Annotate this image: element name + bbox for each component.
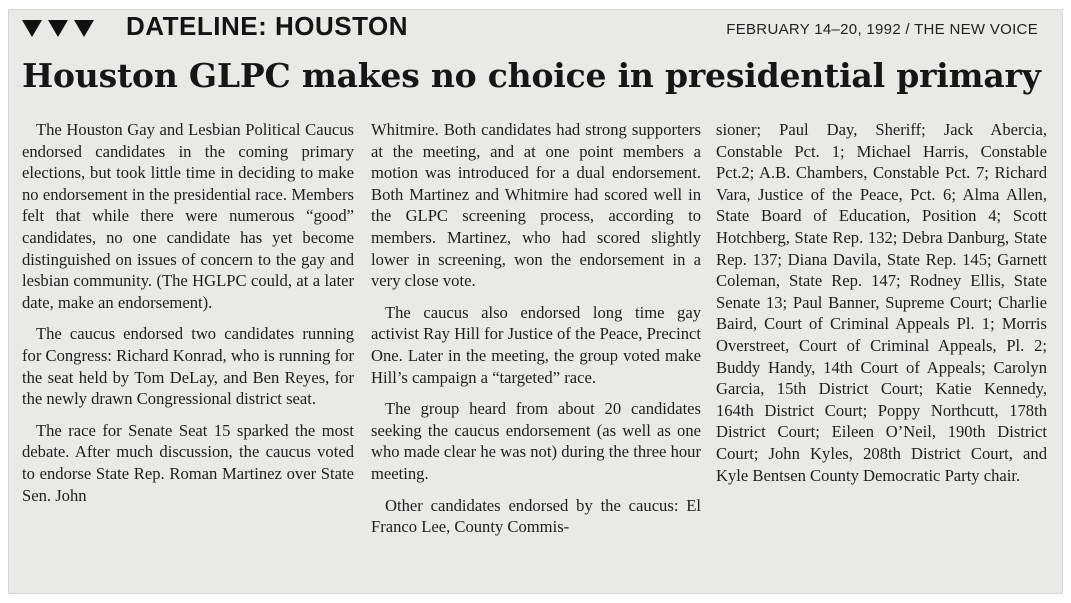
publication-date: FEBRUARY 14–20, 1992 / THE NEW VOICE bbox=[726, 21, 1038, 38]
article-paragraph: Other candidates endorsed by the caucus: El Franco Lee, County Commis- bbox=[371, 495, 701, 537]
triangle-icon bbox=[74, 20, 94, 37]
article-paragraph: The caucus endorsed two candidates running for Congress: Richard Konrad, who is running for the seat held by Tom DeLay, and Ben Reyes, for the newly drawn Congressional district seat. bbox=[22, 324, 354, 409]
article-paragraph: The group heard from about 20 candidates seeking the caucus endorsement (as well as one who made clear he was not) during the three hour meeting. bbox=[371, 399, 701, 483]
article-paragraph: The caucus also endorsed long time gay activist Ray Hill for Justice of the Peace, Precinct One. Later in the meeting, the group voted make Hill’s campaign a “targeted” race. bbox=[371, 302, 701, 387]
article-paragraph: The race for Senate Seat 15 sparked the most debate. After much discussion, the caucus voted to endorse State Rep. Roman Martinez over State Sen. John bbox=[22, 420, 354, 505]
triangle-icon bbox=[22, 20, 42, 37]
article-column-2 bbox=[371, 119, 701, 548]
section-header bbox=[18, 11, 1048, 50]
section-title: DATELINE: HOUSTON bbox=[126, 11, 408, 41]
article-column-1 bbox=[22, 119, 354, 516]
article-headline: Houston GLPC makes no choice in presidential primary bbox=[22, 56, 1041, 95]
triangle-icon bbox=[48, 20, 68, 37]
section-marker bbox=[22, 20, 94, 37]
article-paragraph: The Houston Gay and Lesbian Political Caucus endorsed candidates in the coming primary elections, but took little time in deciding to make no endorsement in the presidential race. Members felt that while there were numerous “good” candidates, no one candidate has yet become distinguished on issues of concern to the gay and lesbian community. (The HGLPC could, at a later date, make an endorsement). bbox=[22, 120, 354, 312]
article-column-3 bbox=[716, 119, 1047, 496]
article-paragraph: Whitmire. Both candidates had strong supporters at the meeting, and at one point members a motion was introduced for a dual endorsement. Both Martinez and Whitmire had scored well in the GLPC screening process, according to members. Martinez, who had scored slightly lower in screening, won the endorsement in a very close vote. bbox=[371, 120, 701, 291]
article-paragraph: sioner; Paul Day, Sheriff; Jack Abercia, Constable Pct. 1; Michael Harris, Constable Pct.2; A.B. Chambers, Constable Pct. 7; Richard Vara, Justice of the Peace, Pct. 6; Alma Allen, State Board of Education, Position 4; Scott Hotchberg, State Rep. 132; Debra Danburg, State Rep. 137; Diana Davila, State Rep. 145; Garnett Coleman, State Rep. 147; Rodney Ellis, State Senate 13; Paul Banner, Supreme Court; Charlie Baird, Court of Criminal Appeals Pl. 1; Morris Overstreet, Court of Criminal Appeals, Pl. 2; Buddy Handy, 14th Court of Appeals; Carolyn Garcia, 15th District Court; Katie Kennedy, 164th District Court; Poppy Northcutt, 178th District Court; Eileen O’Neil, 190th District Court; John Kyles, 208th District Court, and Kyle Bentsen County Democratic Party chair. bbox=[716, 120, 1047, 485]
